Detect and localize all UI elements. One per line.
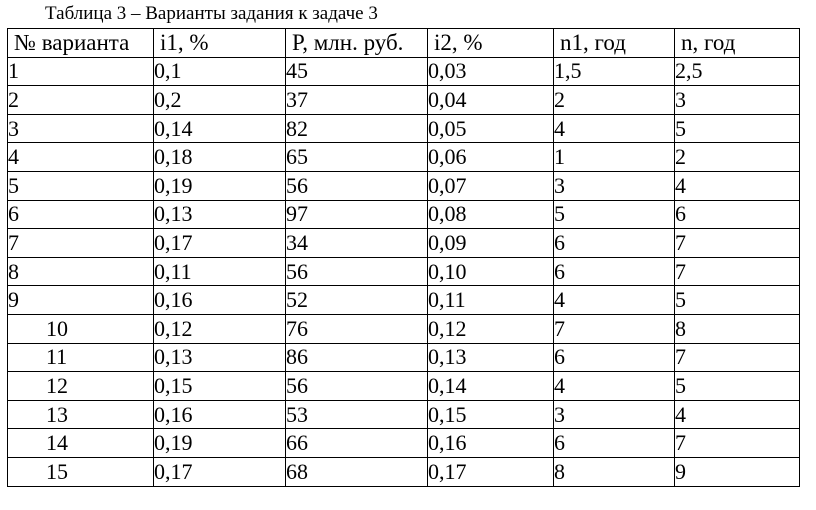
cell-i1: 0,13: [154, 200, 286, 229]
cell-p: 45: [286, 57, 428, 86]
cell-n1: 6: [554, 257, 675, 286]
cell-p: 65: [286, 143, 428, 172]
table-row: [8, 314, 800, 343]
cell-n: 5: [675, 114, 800, 143]
cell-variant-number: 12: [8, 372, 154, 401]
cell-i2: 0,04: [428, 86, 554, 115]
cell-p: 56: [286, 372, 428, 401]
cell-p: 34: [286, 229, 428, 258]
cell-i2: 0,17: [428, 457, 554, 486]
header-n1: n1, год: [554, 29, 675, 58]
cell-p: 52: [286, 286, 428, 315]
cell-i2: 0,09: [428, 229, 554, 258]
cell-n: 8: [675, 314, 800, 343]
cell-p: 66: [286, 429, 428, 458]
cell-i2: 0,03: [428, 57, 554, 86]
cell-i1: 0,14: [154, 114, 286, 143]
cell-n1: 5: [554, 200, 675, 229]
cell-n: 4: [675, 171, 800, 200]
cell-n1: 1: [554, 143, 675, 172]
cell-n: 9: [675, 457, 800, 486]
cell-n: 3: [675, 86, 800, 115]
cell-n1: 3: [554, 171, 675, 200]
cell-p: 86: [286, 343, 428, 372]
variants-table: [7, 28, 800, 487]
cell-p: 56: [286, 257, 428, 286]
cell-p: 53: [286, 400, 428, 429]
table-row: [8, 286, 800, 315]
cell-i1: 0,12: [154, 314, 286, 343]
cell-variant-number: 5: [8, 171, 154, 200]
cell-n: 6: [675, 200, 800, 229]
header-p: P, млн. руб.: [286, 29, 428, 58]
cell-i1: 0,13: [154, 343, 286, 372]
cell-n: 2: [675, 143, 800, 172]
cell-n: 5: [675, 372, 800, 401]
cell-variant-number: 9: [8, 286, 154, 315]
cell-i1: 0,16: [154, 400, 286, 429]
cell-n: 4: [675, 400, 800, 429]
cell-variant-number: 11: [8, 343, 154, 372]
cell-n1: 6: [554, 343, 675, 372]
cell-i2: 0,08: [428, 200, 554, 229]
cell-i1: 0,2: [154, 86, 286, 115]
cell-n: 7: [675, 343, 800, 372]
cell-p: 56: [286, 171, 428, 200]
cell-n1: 6: [554, 429, 675, 458]
cell-p: 68: [286, 457, 428, 486]
cell-variant-number: 2: [8, 86, 154, 115]
cell-n: 5: [675, 286, 800, 315]
cell-n1: 7: [554, 314, 675, 343]
cell-n: 2,5: [675, 57, 800, 86]
table-row: [8, 143, 800, 172]
table-row: [8, 86, 800, 115]
cell-i1: 0,15: [154, 372, 286, 401]
table-row: [8, 171, 800, 200]
cell-i2: 0,07: [428, 171, 554, 200]
cell-n: 7: [675, 229, 800, 258]
cell-p: 82: [286, 114, 428, 143]
cell-i1: 0,19: [154, 171, 286, 200]
cell-n1: 3: [554, 400, 675, 429]
cell-variant-number: 13: [8, 400, 154, 429]
cell-i1: 0,19: [154, 429, 286, 458]
table-row: [8, 429, 800, 458]
header-i1: i1, %: [154, 29, 286, 58]
table-row: [8, 343, 800, 372]
cell-i2: 0,10: [428, 257, 554, 286]
table-header-row: [8, 29, 800, 58]
cell-n1: 2: [554, 86, 675, 115]
cell-n1: 6: [554, 229, 675, 258]
table-row: [8, 57, 800, 86]
cell-i1: 0,17: [154, 229, 286, 258]
header-variant-number: № варианта: [8, 29, 154, 58]
table-row: [8, 257, 800, 286]
cell-i1: 0,1: [154, 57, 286, 86]
cell-i2: 0,13: [428, 343, 554, 372]
cell-variant-number: 14: [8, 429, 154, 458]
table-row: [8, 200, 800, 229]
cell-variant-number: 3: [8, 114, 154, 143]
header-n: n, год: [675, 29, 800, 58]
cell-i2: 0,11: [428, 286, 554, 315]
cell-i2: 0,16: [428, 429, 554, 458]
cell-p: 97: [286, 200, 428, 229]
cell-n1: 1,5: [554, 57, 675, 86]
table-row: [8, 229, 800, 258]
cell-i2: 0,05: [428, 114, 554, 143]
cell-p: 76: [286, 314, 428, 343]
cell-i2: 0,12: [428, 314, 554, 343]
table-row: [8, 457, 800, 486]
cell-variant-number: 4: [8, 143, 154, 172]
cell-variant-number: 15: [8, 457, 154, 486]
cell-n: 7: [675, 257, 800, 286]
cell-i2: 0,15: [428, 400, 554, 429]
cell-n: 7: [675, 429, 800, 458]
cell-variant-number: 8: [8, 257, 154, 286]
cell-i1: 0,11: [154, 257, 286, 286]
header-i2: i2, %: [428, 29, 554, 58]
cell-variant-number: 6: [8, 200, 154, 229]
cell-i1: 0,16: [154, 286, 286, 315]
table-row: [8, 372, 800, 401]
table-caption: Таблица 3 – Варианты задания к задаче 3: [45, 3, 378, 24]
cell-n1: 4: [554, 372, 675, 401]
table-body: [8, 57, 800, 486]
cell-n1: 4: [554, 286, 675, 315]
cell-i2: 0,06: [428, 143, 554, 172]
cell-variant-number: 7: [8, 229, 154, 258]
cell-variant-number: 10: [8, 314, 154, 343]
cell-i1: 0,17: [154, 457, 286, 486]
cell-n1: 8: [554, 457, 675, 486]
cell-i1: 0,18: [154, 143, 286, 172]
cell-i2: 0,14: [428, 372, 554, 401]
cell-n1: 4: [554, 114, 675, 143]
table-row: [8, 400, 800, 429]
table-row: [8, 114, 800, 143]
cell-p: 37: [286, 86, 428, 115]
cell-variant-number: 1: [8, 57, 154, 86]
